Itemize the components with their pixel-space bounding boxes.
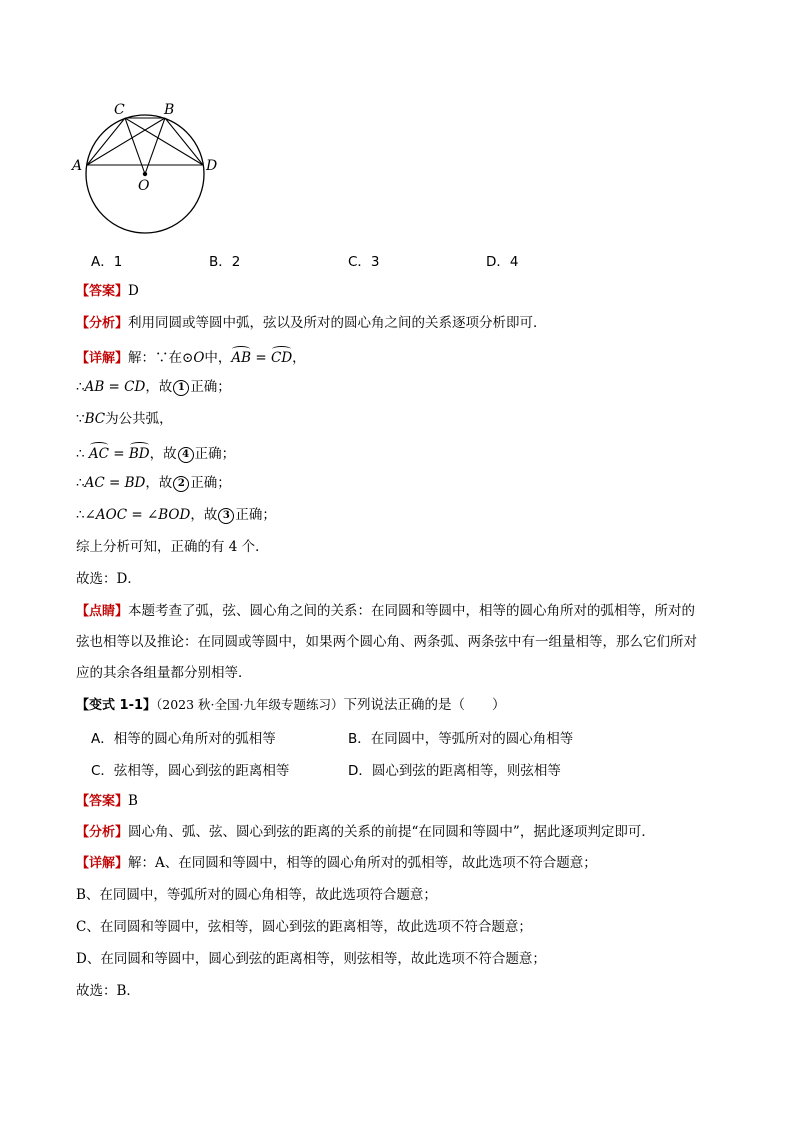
q1-analysis [76, 313, 547, 334]
answer-tag: 【答案】 [76, 794, 129, 809]
label-a: A [72, 158, 83, 174]
therefore: ∴ [76, 475, 85, 491]
hence-text: ，故 [145, 379, 173, 395]
chord-bd [165, 118, 203, 165]
q1-detail-line-1 [76, 345, 306, 369]
equals-sign: = [251, 350, 271, 366]
comma: ， [292, 350, 306, 366]
q2-detail-line-2: B、在同圆中，等弧所对的圆心角相等，故此选项符合题意； [76, 887, 437, 903]
because: ∵ [76, 411, 85, 427]
q2-analysis [76, 822, 655, 843]
correct-text: 正确； [194, 446, 236, 462]
variant-source: （2023 秋·全国·九年级专题练习） [156, 697, 344, 712]
q2-answer [76, 791, 138, 812]
q1-comment-line-2: 弦也相等以及推论：在同圆或等圆中，如果两个圆心角、两条弧、两条弦中有一组量相等，那么它们所对 [76, 634, 697, 650]
common-arc-text: 为公共弧， [105, 411, 173, 427]
analysis-text: 利用同圆或等圆中弧，弦以及所对的圆心角之间的关系逐项分析即可． [128, 315, 547, 331]
q2-option-d: D．圆心到弦的距离相等，则弦相等 [348, 763, 561, 779]
chord-ac [87, 118, 125, 165]
answer-tag: 【答案】 [76, 284, 129, 299]
center-point [143, 172, 147, 176]
math-bc: BC [84, 411, 106, 427]
chord-ab [87, 118, 165, 165]
detail-tag: 【详解】 [76, 351, 129, 366]
variant-question: 下列说法正确的是（ ） [343, 697, 506, 713]
q1-answer [76, 281, 139, 302]
q1-detail-line-4 [76, 441, 235, 464]
answer-value: D [128, 283, 139, 299]
q2-option-b: B．在同圆中，等弧所对的圆心角相等 [348, 731, 574, 747]
correct-text: 正确； [235, 507, 276, 523]
variant-tag: 【变式 1-1】 [76, 698, 157, 713]
q1-comment-line-1 [76, 601, 695, 622]
q1-detail-line-6 [76, 505, 276, 525]
comment-tag: 【点睛】 [76, 604, 129, 619]
q2-header [76, 695, 506, 716]
radius-ob [145, 118, 165, 174]
arc-bd: BD [129, 441, 150, 464]
math-ab-cd: AB = CD [84, 379, 146, 395]
label-c: C [114, 102, 125, 118]
label-o: O [138, 178, 150, 194]
circled-3: 3 [218, 508, 234, 524]
circle-figure [60, 92, 260, 262]
analysis-tag: 【分析】 [76, 825, 129, 840]
q1-option-a: A．1 [91, 254, 123, 270]
circled-2: 2 [173, 476, 189, 492]
q1-choose: 故选：D． [76, 571, 141, 587]
detail-math-o: O [193, 350, 205, 366]
comment-text-1: 本题考查了弧，弦、圆心角之间的关系：在同圆和等圆中，相等的圆心角所对的弧相等，所对的 [128, 603, 696, 619]
q2-detail-line-4: D、在同圆和等圆中，圆心到弦的距离相等，则弦相等，故此选项不符合题意； [76, 951, 546, 967]
arc-ac: AC [89, 441, 109, 464]
detail-text-a: 解：∵在⊙ [128, 350, 194, 366]
circled-1: 1 [173, 380, 189, 396]
detail-tag: 【详解】 [76, 856, 129, 871]
detail-text-c: 中， [204, 350, 232, 366]
arc-ab: AB [231, 345, 251, 368]
q1-summary: 综上分析可知，正确的有 4 个． [76, 539, 269, 555]
correct-text: 正确； [190, 379, 231, 395]
analysis-text: 圆心角、弧、弦、圆心到弦的距离的关系的前提“在同圆和等圆中”，据此逐项判定即可． [128, 824, 655, 840]
hence-text: ，故 [149, 446, 177, 462]
q2-option-c: C．弦相等，圆心到弦的距离相等 [91, 763, 290, 779]
q1-option-c: C．3 [348, 254, 380, 270]
q2-option-a: A．相等的圆心角所对的弧相等 [91, 731, 276, 747]
q2-detail-line-3: C、在同圆和等圆中，弦相等，圆心到弦的距离相等，故此选项不符合题意； [76, 919, 532, 935]
hence-text: ，故 [190, 507, 218, 523]
therefore: ∴ [76, 446, 89, 462]
q2-choose: 故选：B． [76, 983, 140, 999]
q1-comment-line-3: 应的其余各组量都分别相等． [76, 665, 252, 681]
q1-detail-line-5 [76, 473, 231, 493]
q1-detail-line-3 [76, 409, 173, 429]
q1-option-d: D．4 [486, 254, 519, 270]
math-ac-bd: AC = BD [84, 475, 146, 491]
equals-sign: = [108, 446, 129, 462]
therefore: ∴ [76, 379, 85, 395]
label-b: B [164, 102, 175, 118]
q1-option-b: B．2 [209, 254, 241, 270]
circled-4: 4 [178, 447, 194, 463]
q2-detail-line-1 [76, 853, 597, 874]
math-angles: ∠AOC = ∠BOD [84, 507, 191, 523]
detail-text-1: 解：A、在同圆和等圆中，相等的圆心角所对的弧相等，故此选项不符合题意； [128, 855, 597, 871]
q1-detail-line-2 [76, 377, 231, 397]
chord-cd [125, 118, 203, 165]
analysis-tag: 【分析】 [76, 316, 129, 331]
label-d: D [206, 158, 218, 174]
arc-cd: CD [271, 345, 292, 368]
hence-text: ，故 [145, 475, 173, 491]
correct-text: 正确； [190, 475, 231, 491]
therefore: ∴ [76, 507, 85, 523]
radius-oc [125, 118, 145, 174]
answer-value: B [128, 793, 138, 809]
